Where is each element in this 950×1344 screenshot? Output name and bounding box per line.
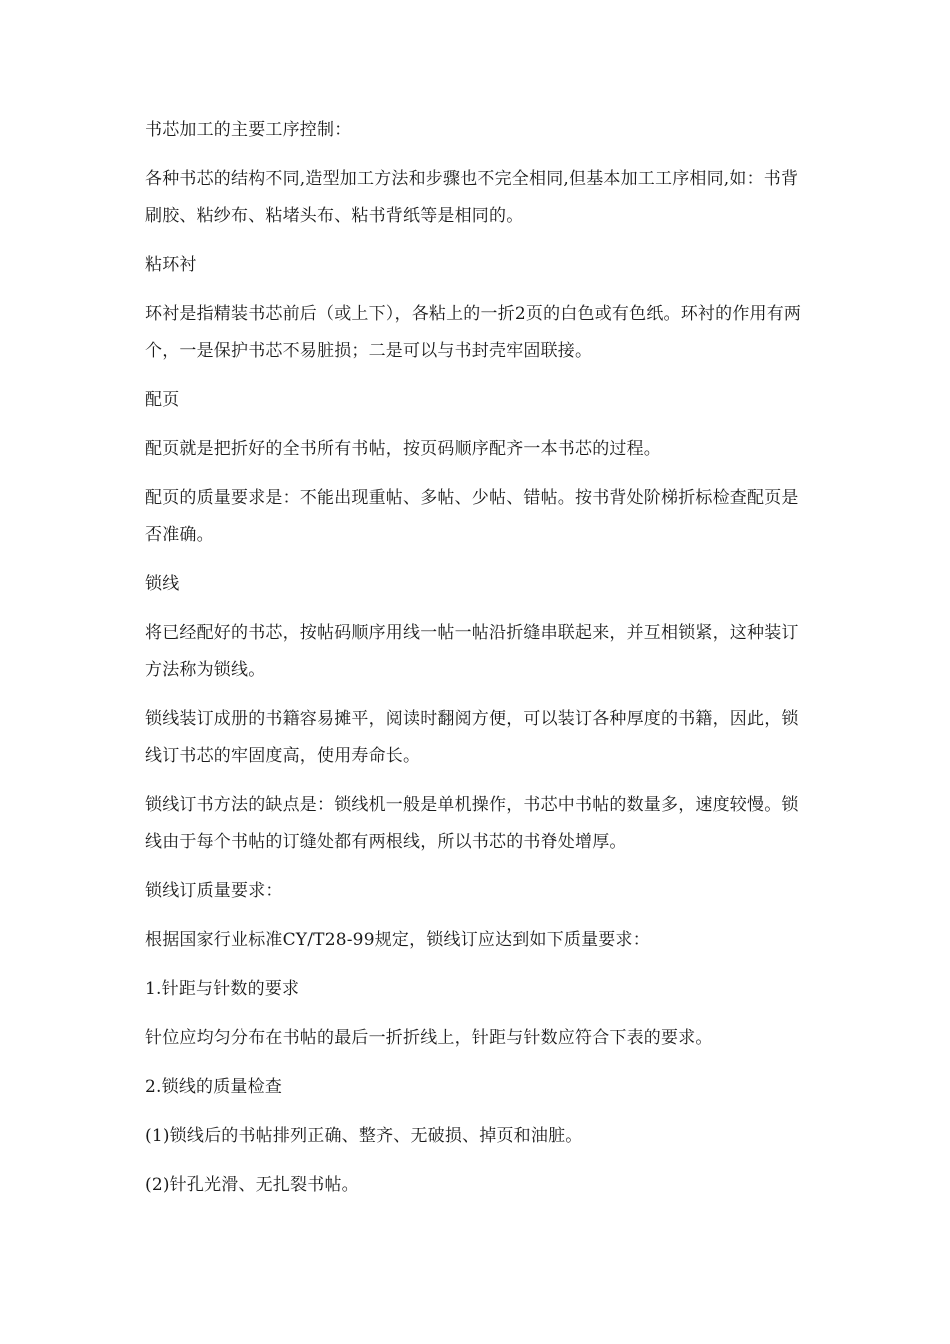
paragraph-needle-position: 针位应均匀分布在书帖的最后一折折线上，针距与针数应符合下表的要求。 <box>145 1028 713 1048</box>
document-body <box>145 112 813 1216</box>
paragraph-book-core-structure: 各种书芯的结构不同,造型加工方法和步骤也不完全相同,但基本加工工序相同,如：书背刷胶、粘纱布、粘堵头布、粘书背纸等是相同的。 <box>145 169 799 226</box>
paragraph-industry-standard: 根据国家行业标准CY/T28-99规定，锁线订应达到如下质量要求： <box>145 930 650 950</box>
heading-needle-spacing: 1.针距与针数的要求 <box>145 979 300 999</box>
paragraph-thread-sewing-drawbacks: 锁线订书方法的缺点是：锁线机一般是单机操作，书芯中书帖的数量多，速度较慢。锁线由于每个书帖的订缝处都有两根线，所以书芯的书脊处增厚。 <box>145 795 799 852</box>
heading-endpaper: 粘环衬 <box>145 255 197 275</box>
heading-book-core-process: 书芯加工的主要工序控制： <box>145 120 352 140</box>
heading-sewing-quality-requirements: 锁线订质量要求： <box>145 881 283 901</box>
heading-sewing-inspection: 2.锁线的质量检查 <box>145 1077 283 1097</box>
paragraph-thread-sewing-advantages: 锁线装订成册的书籍容易摊平，阅读时翻阅方便，可以装订各种厚度的书籍，因此，锁线订书芯的牢固度高，使用寿命长。 <box>145 709 799 766</box>
paragraph-collating-definition: 配页就是把折好的全书所有书帖，按页码顺序配齐一本书芯的过程。 <box>145 439 661 459</box>
list-item-inspection-1: (1)锁线后的书帖排列正确、整齐、无破损、掉页和油脏。 <box>145 1126 583 1146</box>
heading-thread-sewing: 锁线 <box>145 574 180 594</box>
paragraph-thread-sewing-definition: 将已经配好的书芯，按帖码顺序用线一帖一帖沿折缝串联起来，并互相锁紧，这种装订方法称为锁线。 <box>145 623 799 680</box>
paragraph-collating-quality: 配页的质量要求是：不能出现重帖、多帖、少帖、错帖。按书背处阶梯折标检查配页是否准确。 <box>145 488 799 545</box>
heading-collating: 配页 <box>145 390 180 410</box>
list-item-inspection-2: (2)针孔光滑、无扎裂书帖。 <box>145 1175 359 1195</box>
paragraph-endpaper: 环衬是指精装书芯前后（或上下），各粘上的一折2页的白色或有色纸。环衬的作用有两个，一是保护书芯不易脏损；二是可以与书封壳牢固联接。 <box>145 304 802 361</box>
